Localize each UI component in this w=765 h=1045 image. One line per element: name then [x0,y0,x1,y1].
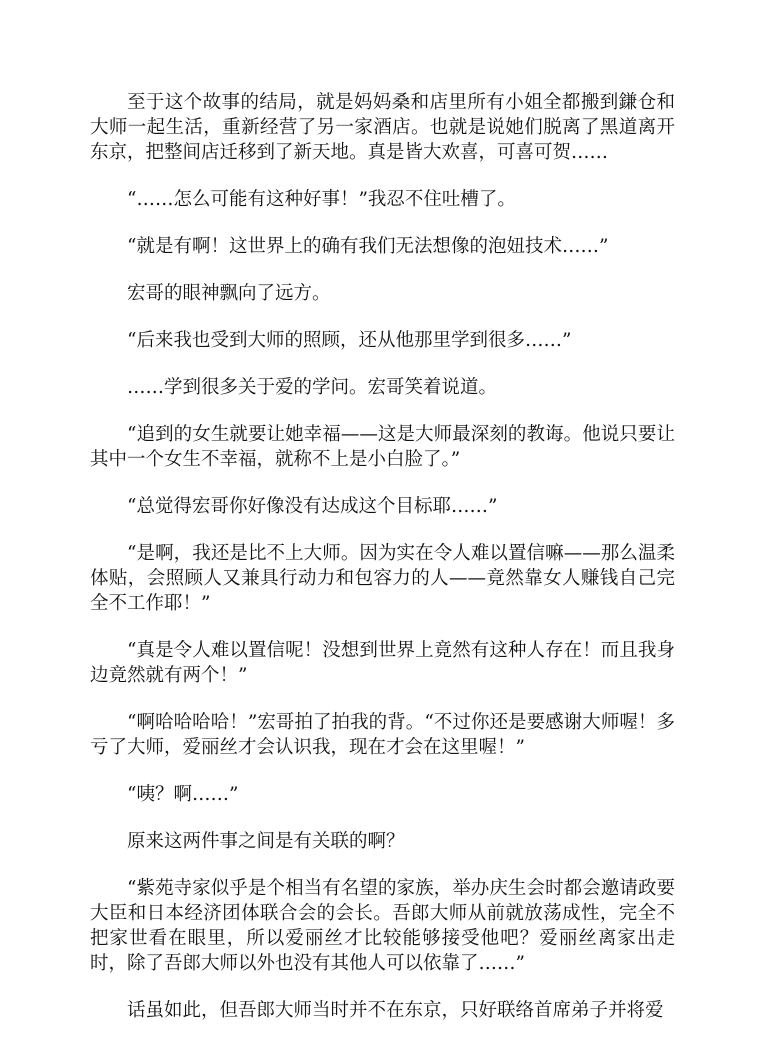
paragraph-14: “紫苑寺家似乎是个相当有名望的家族，举办庆生会时都会邀请政要大臣和日本经济团体联合会的会长。吾郎大师从前就放荡成性，完全不把家世看在眼里，所以爱丽丝才比较能够接受他吧？爱丽丝离家出走时，除了吾郎大师以外也没有其他人可以依靠了……” [90,878,675,974]
paragraph-6: ……学到很多关于爱的学问。宏哥笑着说道。 [127,377,498,398]
paragraph-5: “后来我也受到大师的照顾，还从他那里学到很多……” [127,330,572,351]
paragraph-13: 原来这两件事之间是有关联的啊？ [127,831,405,852]
page-body [90,90,675,1045]
paragraph-4: 宏哥的眼神飘向了远方。 [127,283,331,304]
paragraph-1: 至于这个故事的结局，就是妈妈桑和店里所有小姐全都搬到鎌仓和大师一起生活，重新经营了另一家酒店。也就是说她们脱离了黑道离开东京，把整间店迁移到了新天地。真是皆大欢喜，可喜可贺…… [90,92,675,163]
paragraph-9: “是啊，我还是比不上大师。因为实在令人难以置信嘛——那么温柔体贴，会照顾人又兼具行动力和包容力的人——竟然靠女人赚钱自己完全不工作耶！” [90,543,675,614]
paragraph-12: “咦？啊……” [127,784,239,805]
paragraph-10: “真是令人难以置信呢！没想到世界上竟然有这种人存在！而且我身边竟然就有两个！” [90,640,675,686]
paragraph-3: “就是有啊！这世界上的确有我们无法想像的泡妞技术……” [127,236,609,257]
paragraph-2: “……怎么可能有这种好事！”我忍不住吐槽了。 [127,189,516,210]
paragraph-8: “总觉得宏哥你好像没有达成这个目标耶……” [127,496,498,517]
paragraph-11: “啊哈哈哈哈！”宏哥拍了拍我的背。“不过你还是要感谢大师喔！多亏了大师，爱丽丝才会认识我，现在才会在这里喔！” [90,712,675,758]
paragraph-15: 话虽如此，但吾郎大师当时并不在东京，只好联络首席弟子并将爱 [127,1000,664,1021]
paragraph-7: “追到的女生就要让她幸福——这是大师最深刻的教诲。他说只要让其中一个女生不幸福，就称不上是小白脸了。” [90,424,675,470]
